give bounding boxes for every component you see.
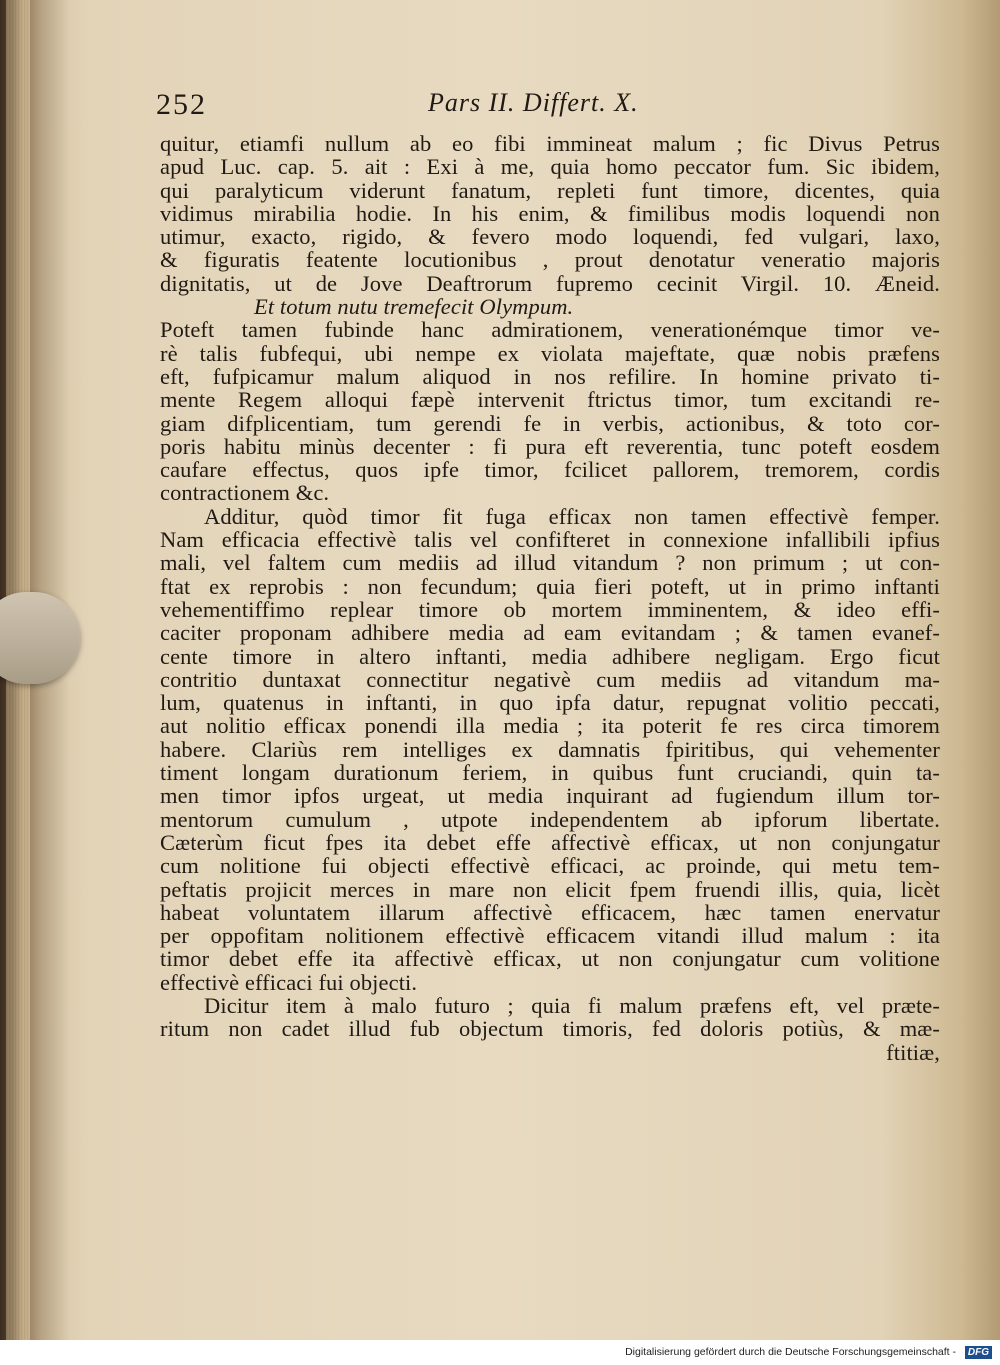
text-line: ftitiæ,	[886, 1039, 940, 1065]
footer-bar	[0, 1340, 1000, 1365]
footer-credit: Digitalisierung gefördert durch die Deutsche Forschungsgemeinschaft -	[625, 1346, 956, 1358]
text-line: rè talis fubfequi, ubi nempe ex violata majeftate, quæ nobis præfens	[160, 340, 940, 366]
text-line: timor debet effe ita affectivè efficax, ut non conjungatur cum volitione	[160, 946, 940, 972]
text-line: caciter proponam adhibere media ad eam evitandam ; & tamen evanef-	[160, 620, 940, 646]
text-line: Additur, quòd timor fit fuga efficax non tamen effectivè femper.	[204, 503, 940, 529]
text-line: Et totum nutu tremefecit Olympum.	[254, 294, 574, 320]
text-line: Cæterùm ficut fpes ita debet effe affectivè efficax, ut non conjungatur	[160, 829, 940, 855]
text-line: habere. Clariùs rem intelliges ex damnatis fpiritibus, qui vehementer	[160, 736, 940, 762]
text-line: ritum non cadet illud fub objectum timoris, fed doloris potiùs, & mæ-	[160, 1016, 940, 1042]
text-line: per oppofitam nolitionem effectivè efficacem vitandi illud malum : ita	[160, 923, 940, 949]
text-line: eft, fufpicamur malum aliquod in nos refilire. In homine privato ti-	[160, 363, 940, 389]
text-line: Nam efficacia effectivè talis vel confifteret in connexione infallibili ipfius	[160, 527, 940, 553]
dfg-logo: DFG	[965, 1346, 992, 1359]
body-text	[160, 132, 940, 1064]
text-line: quitur, etiamfi nullum ab eo fibi immineat malum ; fic Divus Petrus	[160, 131, 940, 156]
text-line: caufare effectus, quos ipfe timor, fcilicet pallorem, tremorem, cordis	[160, 457, 940, 483]
text-line: ftat ex reprobis : non fecundum; quia fieri poteft, ut in primo inftanti	[160, 573, 940, 599]
running-head-title: Pars II. Differt. X.	[428, 88, 639, 117]
text-line: cente timore in altero inftanti, media adhibere negligam. Ergo ficut	[160, 643, 940, 669]
text-line: contritio duntaxat connectitur negativè cum mediis ad vitandum ma-	[160, 666, 940, 692]
text-line: dignitatis, ut de Jove Deaftrorum fupremo cecinit Virgil. 10. Æneid.	[160, 270, 940, 296]
text-line: habeat voluntatem illarum affectivè efficacem, hæc tamen enervatur	[160, 899, 940, 925]
text-line: qui paralyticum viderunt fanatum, repleti funt timore, dicentes, quia	[160, 177, 940, 203]
text-line: aut nolitio efficax ponendi illa media ; ita poterit fe res circa timorem	[160, 713, 940, 739]
text-line: peftatis projicit merces in mare non elicit fpem fruendi illis, quia, licèt	[160, 876, 940, 902]
text-line: cum nolitione fui objecti effectivè efficaci, ac proinde, qui metu tem-	[160, 853, 940, 879]
text-line: mente Regem alloqui fæpè intervenit ftrictus timor, tum excitandi re-	[160, 387, 940, 413]
page-number: 252	[156, 88, 207, 121]
text-line: men timor ipfos urgeat, ut media inquirant ad fugiendum illum tor-	[160, 783, 940, 809]
text-line: lum, quatenus in inftanti, in quo ipfa datur, repugnat volitio peccati,	[160, 690, 940, 716]
text-line: mali, vel faltem cum mediis ad illud vitandum ? non primum ; ut con-	[160, 550, 940, 576]
text-line: vidimus mirabilia hodie. In his enim, & fimilibus modis loquendi non	[160, 200, 940, 226]
running-head	[156, 88, 940, 132]
text-line: apud Luc. cap. 5. ait : Exi à me, quia homo peccator fum. Sic ibidem,	[160, 154, 940, 180]
text-line: & figuratis featente locutionibus , prout denotatur veneratio majoris	[160, 247, 940, 273]
text-line: poris habitu minùs decenter : fi pura eft reverentia, tunc poteft eosdem	[160, 433, 940, 459]
text-line: vehementiffimo replear timore ob mortem imminentem, & ideo effi-	[160, 596, 940, 622]
page-text-block	[156, 88, 940, 1065]
text-line: Dicitur item à malo futuro ; quia fi malum præfens eft, vel præte-	[204, 992, 940, 1018]
text-line: timent longam durationum feriem, in quibus funt cruciandi, quin ta-	[160, 760, 940, 786]
text-line: contractionem &c.	[160, 480, 330, 506]
text-line: Poteft tamen fubinde hanc admirationem, venerationémque timor ve-	[160, 317, 940, 343]
text-line: utimur, exacto, rigido, & fevero modo loquendi, fed vulgari, laxo,	[160, 224, 940, 250]
text-line: effectivè efficaci fui objecti.	[160, 969, 418, 995]
text-line: mentorum cumulum , utpote independentem ab ipforum libertate.	[160, 806, 940, 832]
text-line: giam difplicentiam, tum gerendi fe in verbis, actionibus, & toto cor-	[160, 410, 940, 436]
